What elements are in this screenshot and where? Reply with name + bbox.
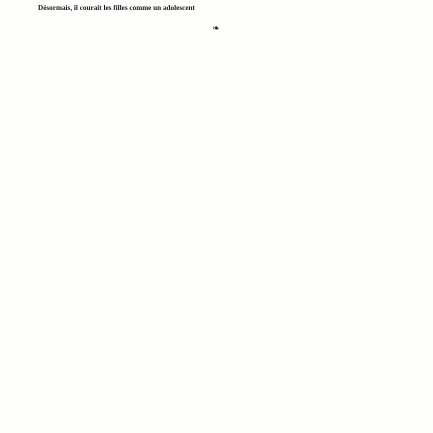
section-end-icon: ❧: [212, 23, 221, 34]
paragraph-1: [38, 4, 395, 13]
paragraph-1-text: Désormais, il courait les filles comme un adolescent: [38, 4, 195, 12]
body-text: [38, 4, 395, 13]
